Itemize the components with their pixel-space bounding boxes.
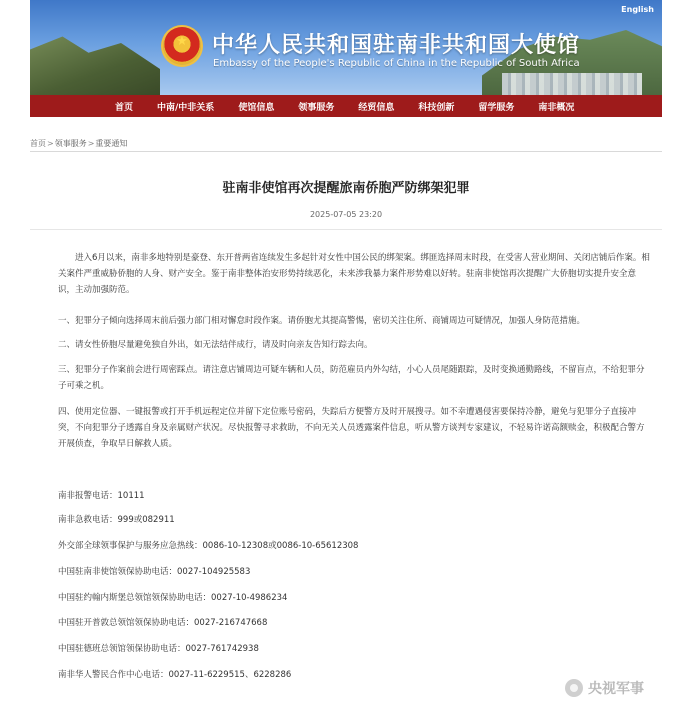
contact-line: 南非报警电话：10111 <box>58 491 145 501</box>
star-icon: ★ <box>176 34 188 49</box>
contact-line: 外交部全球领事保护与服务应急热线：0086-10-12308或0086-10-65612308 <box>58 541 359 551</box>
contact-line: 南非华人警民合作中心电话：0027-11-6229515、6228286 <box>58 670 292 680</box>
contact-line: 南非急救电话：999或082911 <box>58 515 175 525</box>
site-title: 中华人民共和国驻南非共和国大使馆 <box>212 33 581 58</box>
divider <box>30 151 662 152</box>
breadcrumb <box>30 138 127 149</box>
article-paragraph: 四、使用定位器、一键报警或打开手机远程定位并留下定位账号密码，失踪后方便警方及时开展搜寻。如不幸遭遇侵害要保持冷静，避免与犯罪分子直接冲突，不向犯罪分子透露自身及亲属财产状况。尽快报警寻求救助，不向无关人员透露案件信息，听从警方谈判专家建议，不轻易许诺高额赎金，积极配合警方开展侦查，争取早日解救人质。 <box>58 407 645 449</box>
nav-item-study[interactable]: 留学服务 <box>478 102 515 113</box>
weibo-watermark <box>565 676 680 700</box>
contact-line: 中国驻德班总领馆领保协助电话：0027-761742938 <box>58 644 259 654</box>
article-paragraph: 三、犯罪分子作案前会进行周密踩点。请注意店铺周边可疑车辆和人员，防范雇员内外勾结，小心人员尾随跟踪，及时变换通勤路线，不留盲点，不给犯罪分子可乘之机。 <box>58 365 645 391</box>
breadcrumb-notices[interactable]: 重要通知 <box>95 139 128 148</box>
english-link[interactable]: English <box>621 5 654 14</box>
nav-item-home[interactable]: 首页 <box>115 102 134 113</box>
nav-item-relations[interactable]: 中南/中非关系 <box>157 102 215 113</box>
nav-item-tech[interactable]: 科技创新 <box>418 102 455 113</box>
great-wall-image <box>30 30 160 95</box>
main-nav <box>30 95 662 117</box>
breadcrumb-consular[interactable]: 领事服务 <box>54 139 87 148</box>
city-skyline-image <box>502 73 642 95</box>
weibo-logo-icon <box>565 679 583 697</box>
breadcrumb-separator: > <box>87 139 95 148</box>
header-banner <box>30 0 662 95</box>
nav-item-sa-overview[interactable]: 南非概况 <box>538 102 575 113</box>
breadcrumb-home[interactable]: 首页 <box>30 139 46 148</box>
divider <box>30 229 662 230</box>
site-subtitle: Embassy of the People's Republic of China in the Republic of South Africa <box>213 58 580 69</box>
national-emblem-icon <box>163 27 201 65</box>
nav-item-consular[interactable]: 领事服务 <box>298 102 335 113</box>
article-paragraph: 一、犯罪分子倾向选择周末前后强力部门相对懈怠时段作案。请侨胞尤其提高警惕，密切关注住所、商铺周边可疑情况，加强人身防范措施。 <box>58 316 586 326</box>
nav-item-trade[interactable]: 经贸信息 <box>358 102 395 113</box>
article-paragraph: 进入6月以来，南非多地特别是豪登、东开普两省连续发生多起针对女性中国公民的绑架案。绑匪选择周末时段，在受害人营业期间、关闭店铺后作案。相关案件严重威胁侨胞的人身、财产安全。鉴于南非整体治安形势持续恶化，未来涉我暴力案件形势难以好转。驻南非使馆再次提醒广大侨胞切实提升安全意识，主动加强防范。 <box>58 253 650 295</box>
nav-item-embassy-info[interactable]: 使馆信息 <box>238 102 275 113</box>
article-date: 2025-07-05 23:20 <box>309 210 383 219</box>
contact-line: 中国驻开普敦总领馆领保协助电话：0027-216747668 <box>58 618 268 628</box>
watermark-text: 央视军事 <box>588 681 644 697</box>
breadcrumb-separator: > <box>47 139 54 148</box>
contact-line: 中国驻约翰内斯堡总领馆领保协助电话：0027-10-4986234 <box>58 593 288 603</box>
article-title: 驻南非使馆再次提醒旅南侨胞严防绑架犯罪 <box>222 181 470 196</box>
article-paragraph: 二、请女性侨胞尽量避免独自外出，如无法结伴成行，请及时向亲友告知行踪去向。 <box>58 340 373 350</box>
contact-line: 中国驻南非使馆领保协助电话：0027-104925583 <box>58 567 251 577</box>
